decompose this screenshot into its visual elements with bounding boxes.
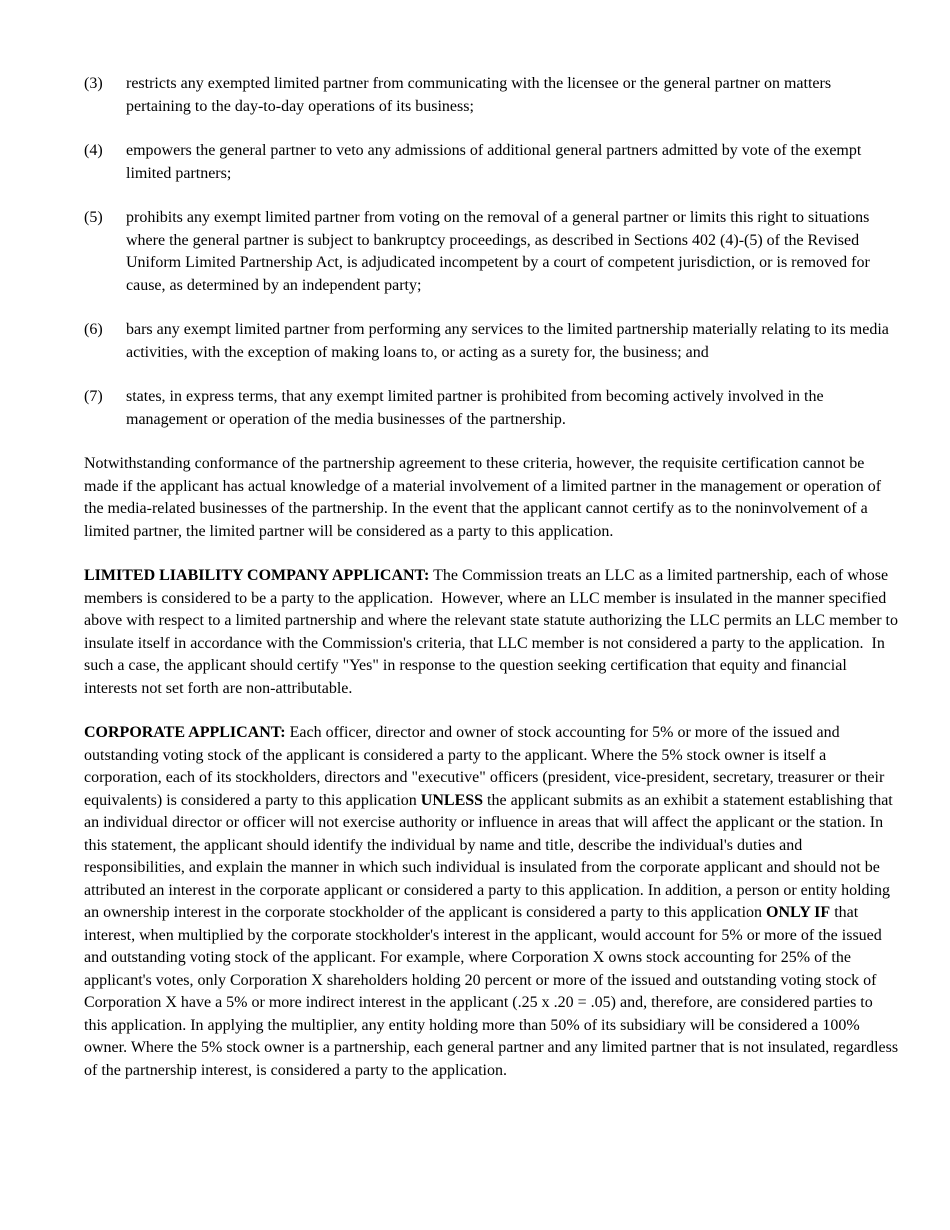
list-item: [84, 140, 899, 185]
list-item-number: (7): [84, 388, 103, 405]
notwithstanding-paragraph: Notwithstanding conformance of the partnership agreement to these criteria, however, the requisite certification cannot be made if the applicant has actual knowledge of a material involvement of a limited partner in the management or operation of the media-related businesses of the partnership. In the event that the applicant cannot certify as to the noninvolvement of a limited partner, the limited partner will be considered as a party to this application.: [84, 455, 882, 540]
list-item-number: (4): [84, 142, 103, 159]
list-item: [84, 207, 899, 297]
list-item-number: (6): [84, 321, 103, 338]
list-item-text: prohibits any exempt limited partner from voting on the removal of a general partner or limits this right to situations where the general partner is subject to bankruptcy proceedings, as described in Sections 402 (4)-(5) of the Revised Uniform Limited Partnership Act, is adjudicated incompetent by a court of competent jurisdiction, or is removed for cause, as determined by an independent party;: [126, 209, 870, 294]
list-item-text: empowers the general partner to veto any admissions of additional general partners admitted by vote of the exempt limited partners;: [126, 142, 862, 182]
corporate-applicant-text-2: the applicant submits as an exhibit a statement establishing that an individual director or officer will not exercise authority or influence in areas that will affect the applicant or the station. In this statement, the applicant should identify the individual by name and title, describe the individual's duties and responsibilities, and explain the manner in which such individual is insulated from the corporate applicant and should not be attributed an interest in the corporate applicant or considered a party to this application. In addition, a person or entity holding an ownership interest in the corporate stockholder of the applicant is considered a party to this application: [84, 791, 893, 921]
list-item-text: states, in express terms, that any exempt limited partner is prohibited from becoming actively involved in the management or operation of the media businesses of the partnership.: [126, 388, 824, 428]
list-item-text: restricts any exempted limited partner from communicating with the licensee or the general partner on matters pertaining to the day-to-day operations of its business;: [126, 75, 832, 115]
llc-applicant-paragraph: [84, 565, 902, 700]
corporate-applicant-text-3: that interest, when multiplied by the corporate stockholder's interest in the applicant, would account for 5% or more of the issued and outstanding voting stock of the applicant. For example, where Corporation X owns stock accounting for 25% of the applicant's votes, only Corporation X shareholders holding 20 percent or more of the issued and outstanding voting stock of Corporation X have a 5% or more indirect interest in the applicant (.25 x .20 = .05) and, therefore, are considered parties to this application. In applying the multiplier, any entity holding more than 50% of its subsidiary will be considered a 100% owner. Where the 5% stock owner is a partnership, each general partner and any limited partner that is not insulated, regardless of the partnership interest, is considered a party to the application.: [84, 904, 899, 1079]
list-item-text: bars any exempt limited partner from performing any services to the limited partnership materially relating to its media activities, with the exception of making loans to, or acting as a surety for, the business; and: [126, 321, 889, 361]
llc-applicant-text: The Commission treats an LLC as a limited partnership, each of whose members is considered to be a party to the application. However, where an LLC member is insulated in the manner specified above with respect to a limited partnership and where the relevant state statute authorizing the LLC permits an LLC member to insulate itself in accordance with the Commission's criteria, that LLC member is not considered a party to the application. In such a case, the applicant should certify "Yes" in response to the question seeking certification that equity and financial interests not set forth are non-attributable.: [84, 567, 902, 697]
list-item-number: (5): [84, 209, 103, 226]
document-page: [84, 73, 902, 1104]
corporate-emphasis-unless: UNLESS: [420, 791, 484, 809]
list-item: [84, 386, 899, 431]
corporate-emphasis-only-if: ONLY IF: [766, 904, 831, 921]
llc-applicant-heading: LIMITED LIABILITY COMPANY APPLICANT:: [84, 567, 430, 584]
list-item: [84, 319, 899, 364]
corporate-applicant-paragraph: [84, 722, 899, 1082]
list-item: [84, 73, 899, 118]
corporate-applicant-text-1: Each officer, director and owner of stock accounting for 5% or more of the issued and outstanding voting stock of the applicant is considered a party to the applicant. Where the 5% stock owner is itself a corporation, each of its stockholders, directors and "executive" officers (president, vice-president, secretary, treasurer or their equivalents) is considered a party to this application: [84, 724, 885, 809]
list-item-number: (3): [84, 75, 103, 92]
corporate-applicant-heading: CORPORATE APPLICANT:: [84, 724, 286, 741]
